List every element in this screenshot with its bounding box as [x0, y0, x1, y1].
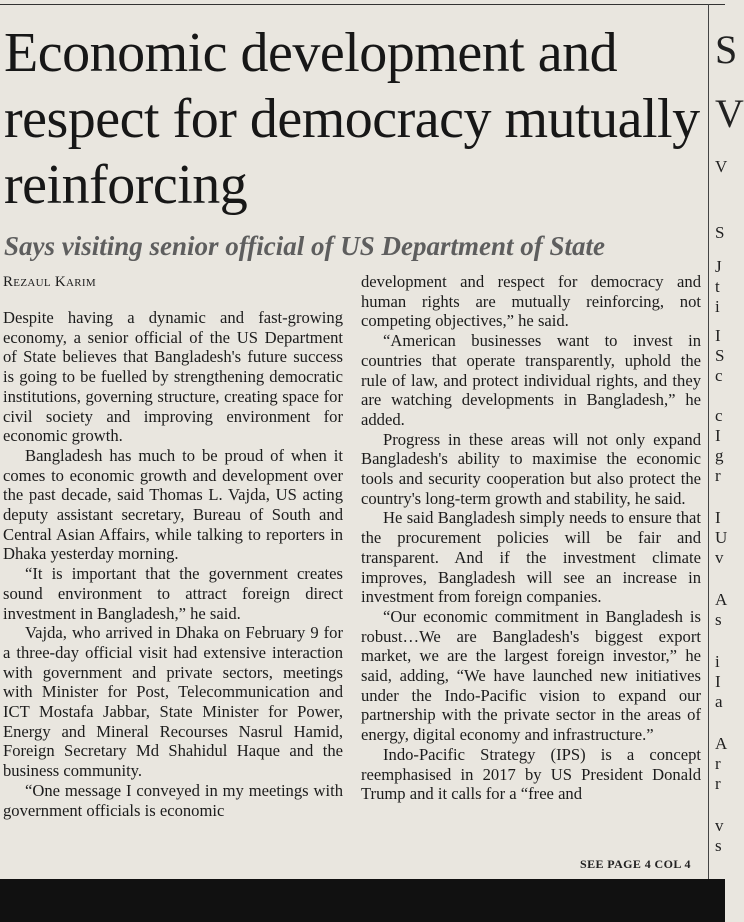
neighbor-letter: a	[715, 692, 723, 711]
neighbor-letter: c	[715, 366, 723, 385]
paragraph: Progress in these areas will not only expand Bangladesh's ability to maximise the economic tools and security cooperation but also protect the country's long-term growth and stability, he said.	[361, 429, 701, 508]
neighbor-letter: i	[715, 297, 720, 316]
neighbor-letter: r	[715, 466, 721, 485]
neighbor-letter: I	[715, 508, 721, 527]
neighbor-letter: A	[715, 734, 728, 753]
neighbor-letter: V	[715, 157, 728, 176]
neighbor-letter: v	[715, 548, 724, 567]
neighbor-letter: s	[715, 836, 722, 855]
paragraph: “Our economic commitment in Bangladesh is robust…We are Bangladesh's biggest export market, we are the largest foreign investor,” he said, adding, “We have launched new initiatives under the Indo-Pacific vision to expand our partnership with the private sector in the areas of energy, digital economy and infrastructure.”	[361, 606, 701, 745]
paragraph: Bangladesh has much to be proud of when it comes to economic growth and development over the past decade, said Thomas L. Vajda, US acting deputy assistant secretary, Bureau of South and Central Asian Affairs, while talking to reporters in Dhaka yesterday morning.	[3, 445, 343, 564]
paragraph: “It is important that the government creates sound environment to attract foreign direct investment in Bangladesh,” he said.	[3, 564, 343, 623]
neighbor-letter: i	[715, 652, 720, 671]
neighbor-letter: r	[715, 754, 721, 773]
top-rule	[0, 4, 725, 5]
continuation-note: SEE PAGE 4 COL 4	[580, 857, 691, 871]
neighbor-letter: V	[715, 91, 744, 136]
neighbor-letter: I	[715, 426, 721, 445]
column-divider	[708, 4, 709, 879]
neighbor-letter: S	[715, 223, 725, 242]
subheadline: Says visiting senior official of US Department of State	[4, 231, 606, 261]
byline: Rezaul Karim	[3, 274, 96, 290]
neighbor-letter: S	[715, 27, 738, 72]
paragraph: “One message I conveyed in my meetings with government officials is economic	[3, 780, 343, 820]
neighbor-letter: S	[715, 346, 725, 365]
paragraph: Vajda, who arrived in Dhaka on February 9 for a three-day official visit had extensive interaction with government and private sectors, meetings with Minister for Post, Telecommunication and ICT Mostafa Jabbar, State Minister for Power, Energy and Mineral Recourses Nasrul Hamid, Foreign Secretary Md Shahidul Haque and the business community.	[3, 623, 343, 781]
paragraph: “American businesses want to invest in countries that operate transparently, uphold the rule of law, and protect individual rights, and they are watching developments in Bangladesh,” he added.	[361, 331, 701, 429]
neighbor-letter: s	[715, 610, 722, 629]
paragraph: Indo-Pacific Strategy (IPS) is a concept reemphasised in 2017 by US President Donald Trump and it calls for a “free and	[361, 744, 701, 804]
article-column-1	[3, 308, 343, 820]
page-bottom-edge	[0, 879, 725, 922]
neighbor-article-fragment	[715, 20, 744, 870]
neighbor-letter: t	[715, 277, 720, 296]
paragraph: development and respect for democracy and human rights are mutually reinforcing, not competing objectives,” he said.	[361, 272, 701, 331]
neighbor-letter: r	[715, 774, 721, 793]
neighbor-letter: U	[715, 528, 728, 547]
neighbor-letter: I	[715, 326, 721, 345]
neighbor-letter: A	[715, 590, 728, 609]
headline: Economic development and respect for democracy mutually reinforcing	[4, 22, 700, 216]
neighbor-letter: J	[715, 257, 722, 276]
paragraph: He said Bangladesh simply needs to ensure that the procurement policies will be fair and transparent. And if the investment climate improves, Bangladesh will see an increase in investment from foreign companies.	[361, 508, 701, 607]
paragraph: Despite having a dynamic and fast-growing economy, a senior official of the US Department of State believes that Bangladesh's future success is going to be fuelled by strengthening democratic institutions, governing structure, creating space for civil society and improving environment for economic growth.	[3, 308, 343, 446]
neighbor-letter: I	[715, 672, 721, 691]
article-column-2	[361, 272, 701, 804]
neighbor-letter: c	[715, 406, 723, 425]
neighbor-letter: v	[715, 816, 724, 835]
neighbor-letter: g	[715, 446, 724, 465]
